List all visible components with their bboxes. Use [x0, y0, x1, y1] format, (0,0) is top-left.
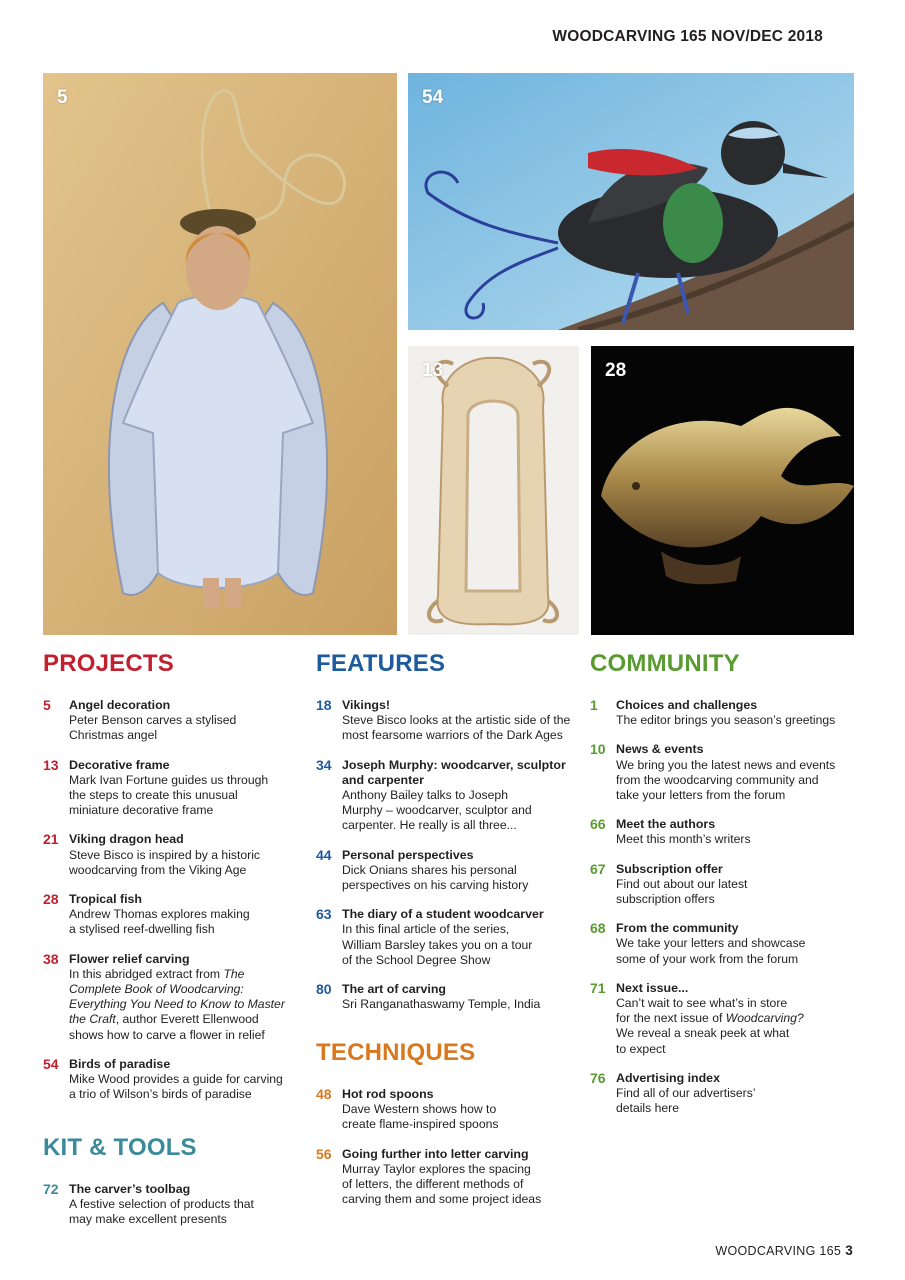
entry-description: Steve Bisco is inspired by a historic woodcarving from the Viking Age [69, 847, 261, 877]
entry-description: Find all of our advertisers’ details here [616, 1086, 756, 1116]
entry-title: Next issue... [616, 980, 689, 995]
page-number: 13 [43, 756, 59, 773]
entry-description-text: In this abridged extract from [69, 966, 224, 981]
contents-entry[interactable] [590, 1071, 850, 1117]
entry-description: Mark Ivan Fortune guides us through the steps to create this unusual miniature decorative frame [69, 772, 269, 818]
section-heading: PROJECTS [43, 650, 174, 677]
decorative-frame-photo [408, 346, 579, 635]
entry-title: Choices and challenges [616, 698, 758, 712]
contents-entry[interactable] [316, 758, 576, 834]
page-number: 67 [590, 860, 606, 877]
features-section [316, 650, 576, 1026]
contents-entry[interactable] [43, 1057, 293, 1103]
page-number: 10 [590, 741, 606, 758]
entry-title: Angel decoration [69, 698, 171, 712]
page-number: 71 [590, 979, 606, 996]
entry-title: The diary of a student woodcarver [342, 907, 544, 922]
contents-entry[interactable] [43, 698, 293, 744]
kit-tools-section [43, 1134, 293, 1242]
entry-description-text: Can’t wait to see what’s in store for the next issue of [616, 996, 788, 1026]
entry-title: Joseph Murphy: woodcarver, sculptor and carpenter [342, 757, 566, 787]
photo-page-number: 28 [605, 360, 627, 381]
entry-description: Peter Benson carves a stylised Christmas angel [69, 713, 237, 743]
contents-entry[interactable] [590, 742, 850, 803]
contents-entry[interactable] [43, 892, 293, 938]
entry-title: Decorative frame [69, 757, 170, 772]
frame-illustration [408, 346, 579, 635]
photo-page-number: 5 [57, 87, 68, 108]
issue-header: WOODCARVING 165 NOV/DEC 2018 [552, 28, 823, 45]
entry-description: Anthony Bailey talks to Joseph Murphy – woodcarver, sculptor and carpenter. He really is all three... [342, 788, 532, 833]
contents-entry[interactable] [590, 698, 850, 728]
entry-title: News & events [616, 742, 704, 757]
fish-illustration [591, 346, 854, 635]
entry-description: Sri Ranganathaswamy Temple, India [342, 997, 541, 1012]
page-number: 68 [590, 920, 606, 937]
page-number: 80 [316, 981, 332, 998]
entry-description: We bring you the latest news and events from the woodcarving community and take your letters from the forum [616, 757, 836, 803]
page-number: 44 [316, 846, 332, 863]
bird-illustration [408, 73, 854, 330]
footer-page-number: 3 [845, 1243, 853, 1258]
entry-description: A festive selection of products that may make excellent presents [69, 1197, 254, 1227]
entry-description-text: We reveal a sneak peek at what to expect [616, 1026, 790, 1056]
entry-title: Vikings! [342, 698, 390, 712]
entry-description: Murray Taylor explores the spacing of letters, the different methods of carving them and some project ideas [342, 1161, 542, 1207]
entry-title: Birds of paradise [69, 1056, 171, 1071]
contents-entry[interactable] [316, 848, 576, 894]
book-title: The Complete Book of Woodcarving: Everything You Need to Know to Master the Craft [69, 966, 285, 1027]
entry-description [616, 996, 804, 1057]
entry-title: Advertising index [616, 1070, 720, 1085]
entry-description: Steve Bisco looks at the artistic side of the most fearsome warriors of the Dark Ages [342, 713, 571, 743]
entry-description: Find out about our latest subscription offers [616, 876, 748, 907]
projects-section [43, 650, 293, 1116]
contents-entry[interactable] [43, 758, 293, 819]
contents-entry[interactable] [43, 1182, 293, 1228]
photo-page-number: 54 [422, 87, 444, 108]
page-number: 5 [43, 697, 51, 713]
page-number: 76 [590, 1069, 606, 1086]
entry-title: The carver’s toolbag [69, 1182, 191, 1196]
contents-entry[interactable] [590, 921, 850, 967]
page-footer [715, 1243, 853, 1258]
section-heading: KIT & TOOLS [43, 1134, 197, 1161]
section-heading: TECHNIQUES [316, 1039, 476, 1066]
entry-description: Mike Wood provides a guide for carving a trio of Wilson’s birds of paradise [69, 1072, 283, 1102]
page-number: 21 [43, 831, 59, 848]
page-number: 34 [316, 756, 332, 773]
entry-title: The art of carving [342, 982, 446, 997]
entry-description: Andrew Thomas explores making a stylised reef-dwelling fish [69, 907, 250, 937]
angel-decoration-photo [43, 73, 397, 635]
entry-description: Dave Western shows how to create flame-inspired spoons [342, 1102, 499, 1132]
entry-title: Personal perspectives [342, 847, 474, 862]
page-number: 72 [43, 1181, 59, 1197]
entry-description: Meet this month’s writers [616, 832, 751, 847]
techniques-section [316, 1039, 576, 1221]
entry-title: Going further into letter carving [342, 1146, 529, 1161]
page-number: 66 [590, 816, 606, 833]
contents-entry[interactable] [316, 982, 576, 1012]
tropical-fish-photo [591, 346, 854, 635]
photo-page-number: 13 [422, 360, 444, 381]
community-section [590, 650, 850, 1130]
entry-description: In this final article of the series, William Barsley takes you on a tour of the School Degree Show [342, 922, 533, 967]
entry-title: Subscription offer [616, 861, 723, 876]
page-number: 1 [590, 697, 598, 713]
footer-label: WOODCARVING 165 [715, 1244, 842, 1258]
contents-entry[interactable] [43, 952, 293, 1043]
birds-of-paradise-photo [408, 73, 854, 330]
entry-title: Tropical fish [69, 892, 142, 907]
entry-description-text: , author Everett Ellenwood shows how to carve a flower in relief [69, 1012, 265, 1042]
entry-title: Viking dragon head [69, 832, 184, 847]
angel-illustration [43, 73, 397, 635]
entry-title: Meet the authors [616, 817, 716, 832]
page-number: 48 [316, 1086, 332, 1102]
contents-entry[interactable] [316, 698, 576, 744]
page-number: 18 [316, 697, 332, 713]
page-number: 28 [43, 891, 59, 908]
contents-entry[interactable] [590, 817, 850, 847]
entry-description: We take your letters and showcase some of your work from the forum [616, 936, 806, 966]
contents-entry[interactable] [590, 981, 850, 1057]
contents-entry[interactable] [316, 907, 576, 968]
entry-description: The editor brings you season’s greetings [616, 713, 836, 728]
section-heading: COMMUNITY [590, 650, 740, 677]
page-number: 38 [43, 950, 59, 967]
entry-description [69, 967, 293, 1043]
page-number: 63 [316, 906, 332, 923]
contents-entry[interactable] [316, 1087, 576, 1133]
contents-entry[interactable] [316, 1147, 576, 1208]
magazine-title: Woodcarving? [725, 1011, 804, 1026]
entry-title: From the community [616, 921, 739, 936]
contents-entry[interactable] [43, 832, 293, 878]
entry-title: Hot rod spoons [342, 1087, 434, 1101]
entry-title: Flower relief carving [69, 951, 190, 966]
entry-description: Dick Onians shares his personal perspectives on his carving history [342, 862, 529, 893]
page-number: 54 [43, 1055, 59, 1072]
contents-entry[interactable] [590, 862, 850, 908]
page-number: 56 [316, 1145, 332, 1162]
section-heading: FEATURES [316, 650, 446, 677]
